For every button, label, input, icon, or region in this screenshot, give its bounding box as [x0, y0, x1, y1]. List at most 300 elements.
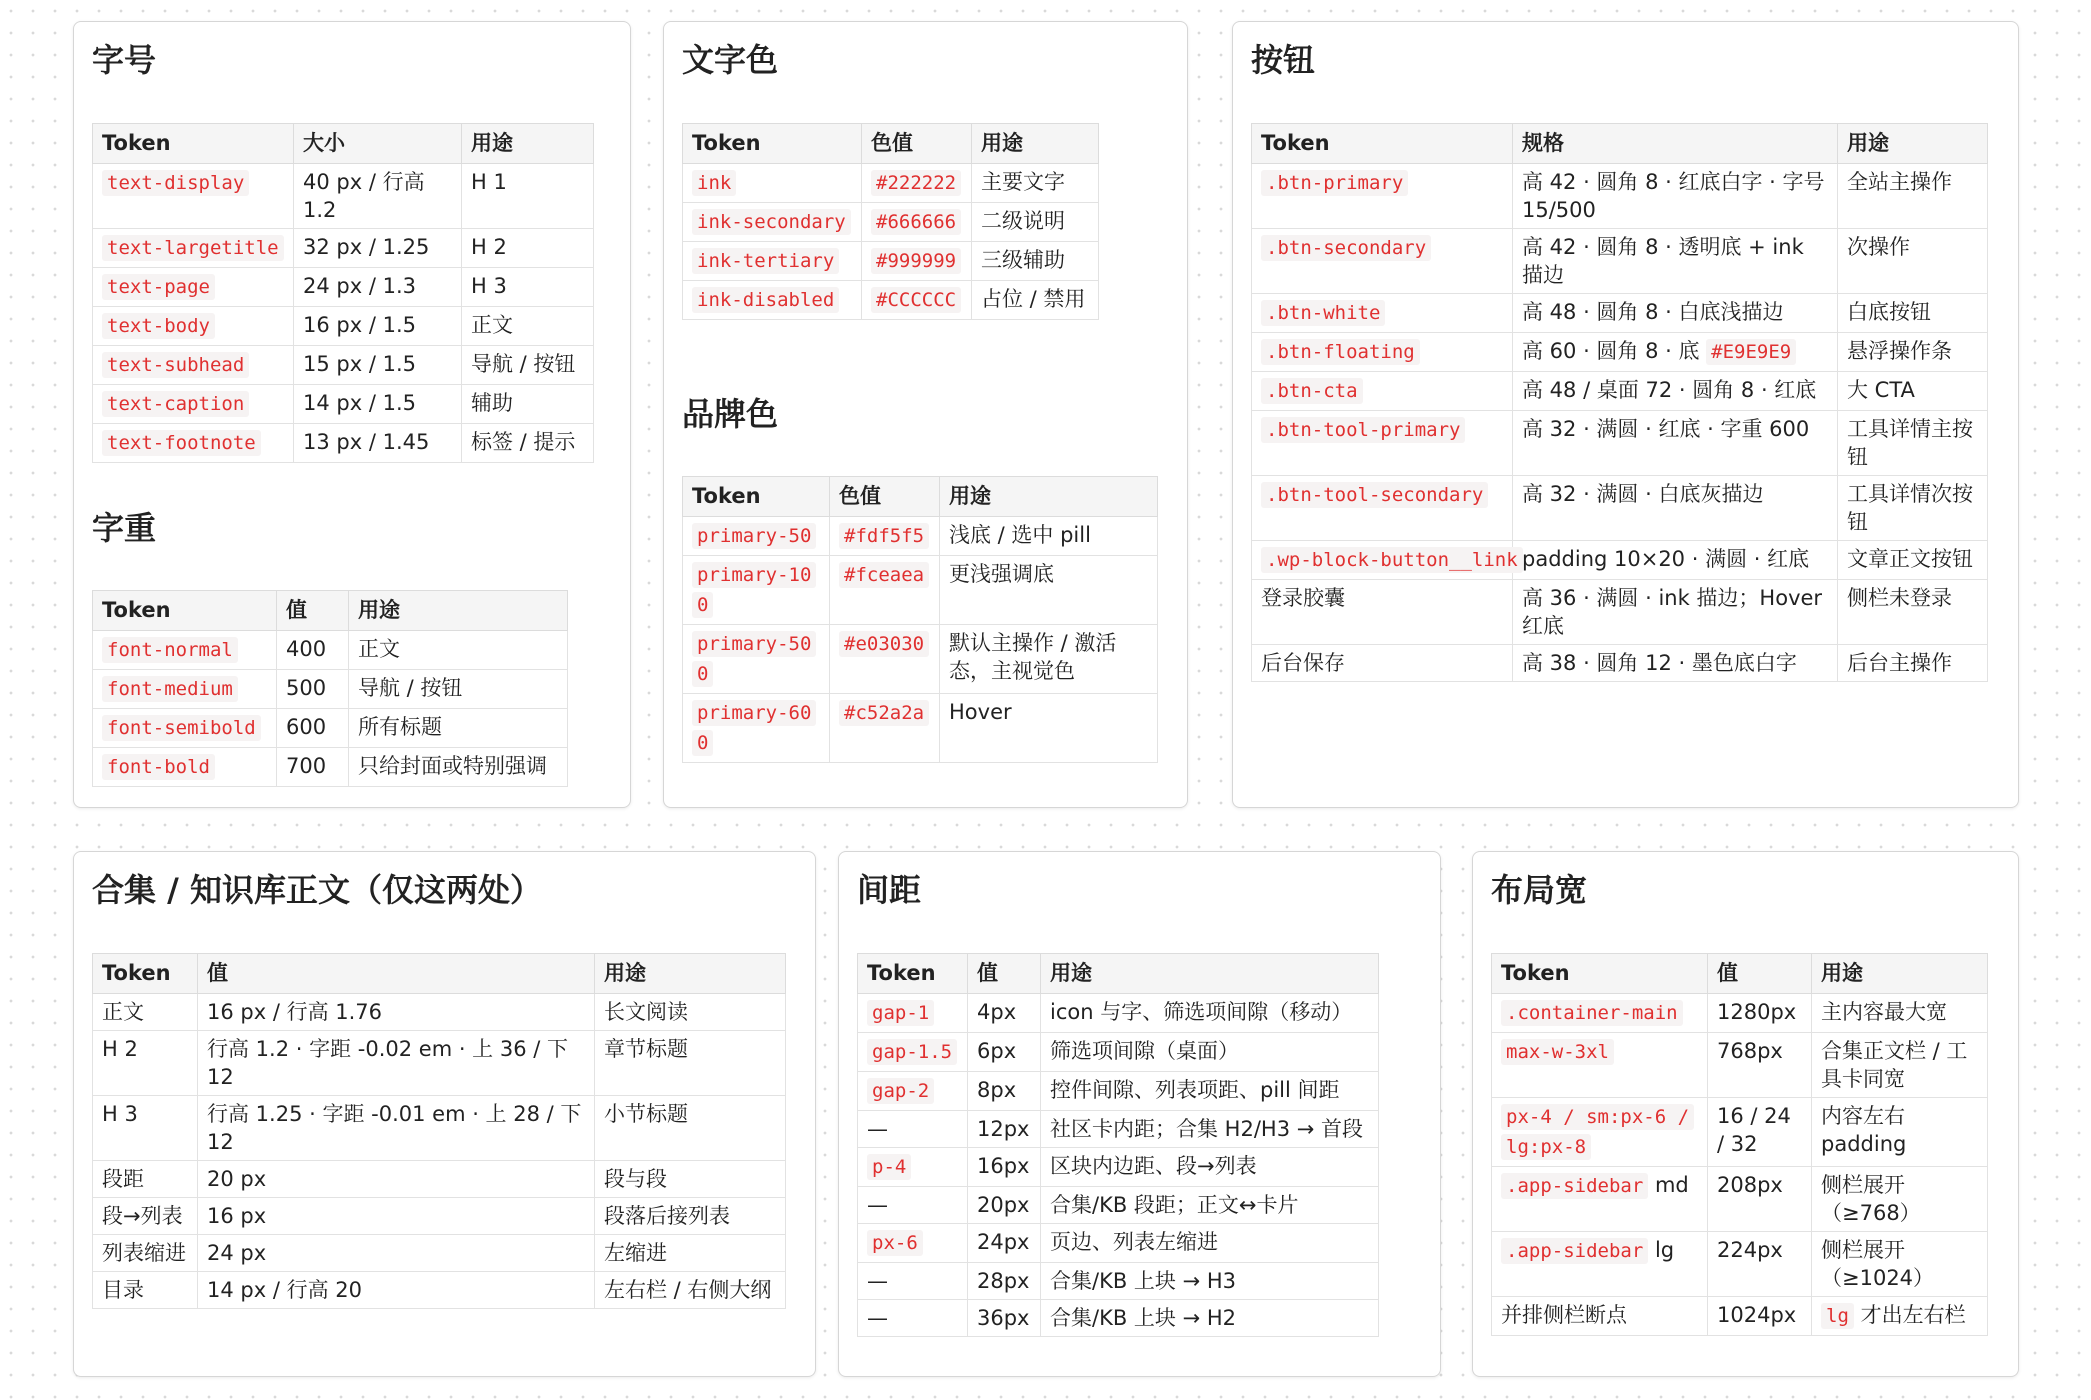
table-header-cell: 规格 — [1513, 124, 1838, 164]
table-cell: H 1 — [462, 164, 594, 229]
table-row — [858, 1033, 1379, 1072]
table-cell — [1492, 1167, 1708, 1232]
table-cell: 并排侧栏断点 — [1492, 1297, 1708, 1336]
table-cell — [1513, 229, 1838, 294]
table-header-cell: 用途 — [462, 124, 594, 164]
table-cell: 12px — [968, 1111, 1041, 1148]
table-header-cell: 用途 — [595, 954, 786, 994]
table-cell — [858, 1148, 968, 1187]
table-header-cell: 色值 — [862, 124, 972, 164]
token-code: #222222 — [871, 170, 961, 196]
token-code: font-semibold — [102, 715, 261, 741]
token-code: .container-main — [1501, 1000, 1683, 1026]
spec-text: 高 48 / 桌面 72 · 圆角 8 · 红底 — [1522, 378, 1817, 402]
table-cell: 小节标题 — [595, 1096, 786, 1161]
table-row — [1252, 411, 1988, 476]
table-row — [1252, 294, 1988, 333]
table-cell — [1252, 476, 1513, 541]
table-row — [683, 556, 1158, 625]
token-code: #c52a2a — [839, 700, 929, 726]
token-code: text-largetitle — [102, 235, 284, 261]
token-code: text-footnote — [102, 430, 261, 456]
table-cell: 筛选项间隙（桌面） — [1041, 1033, 1379, 1072]
table-row — [1492, 1098, 1988, 1167]
table-cell — [1812, 1033, 1988, 1098]
table-cell: 工具详情次按钮 — [1838, 476, 1988, 541]
table-cell: 224px — [1708, 1232, 1812, 1297]
table-header-cell: 用途 — [972, 124, 1099, 164]
table-row — [683, 281, 1099, 320]
table-text-color — [682, 123, 1099, 320]
section-title-spacing: 间距 — [857, 871, 922, 909]
table-cell: 工具详情主按钮 — [1838, 411, 1988, 476]
table-row — [93, 709, 568, 748]
table-row — [93, 229, 594, 268]
table-cell — [93, 164, 294, 229]
token-code: .app-sidebar — [1501, 1238, 1648, 1264]
table-cell: 二级说明 — [972, 203, 1099, 242]
table-cell: H 3 — [93, 1096, 198, 1161]
table-cell — [93, 670, 277, 709]
table-row — [93, 385, 594, 424]
table-row — [93, 307, 594, 346]
table-row — [683, 625, 1158, 694]
token-code: .btn-secondary — [1261, 235, 1431, 261]
table-cell — [93, 748, 277, 787]
token-suffix: lg — [1648, 1238, 1675, 1262]
table-row — [858, 1187, 1379, 1224]
table-row — [858, 1148, 1379, 1187]
table-cell: 登录胶囊 — [1252, 580, 1513, 645]
table-cell: 大 CTA — [1838, 372, 1988, 411]
card-layout-width — [1472, 851, 2019, 1377]
spec-text: 高 42 · 圆角 8 · 透明底 + ink 描边 — [1522, 235, 1804, 287]
table-font-weight — [92, 590, 568, 787]
table-cell: icon 与字、筛选项间隙（移动） — [1041, 994, 1379, 1033]
table-header-cell: 用途 — [1838, 124, 1988, 164]
token-code: px-4 / sm:px-6 / lg:px-8 — [1501, 1104, 1694, 1160]
table-cell — [1252, 411, 1513, 476]
table-cell: 左缩进 — [595, 1235, 786, 1272]
table-cell: 40 px / 行高 1.2 — [294, 164, 462, 229]
table-cell: 4px — [968, 994, 1041, 1033]
table-cell: 长文阅读 — [595, 994, 786, 1031]
table-cell: 白底按钮 — [1838, 294, 1988, 333]
table-row — [93, 1161, 786, 1198]
table-header-cell: Token — [683, 124, 862, 164]
table-cell: 正文 — [462, 307, 594, 346]
table-cell: 更浅强调底 — [940, 556, 1158, 625]
token-code: primary-50 — [692, 523, 816, 549]
table-cell — [1252, 333, 1513, 372]
table-row — [858, 1263, 1379, 1300]
table-cell — [830, 556, 940, 625]
table-cell — [93, 229, 294, 268]
table-cell: 16px — [968, 1148, 1041, 1187]
table-cell: 16 px / 行高 1.76 — [198, 994, 595, 1031]
token-code: px-6 — [867, 1230, 923, 1256]
table-cell — [1513, 372, 1838, 411]
table-cell — [1513, 294, 1838, 333]
table-cell — [830, 517, 940, 556]
table-cell — [862, 242, 972, 281]
table-cell: 正文 — [93, 994, 198, 1031]
table-cell: 三级辅助 — [972, 242, 1099, 281]
table-cell — [1513, 411, 1838, 476]
token-code: ink — [692, 170, 736, 196]
token-code: text-display — [102, 170, 249, 196]
table-cell — [862, 281, 972, 320]
token-code: #e03030 — [839, 631, 929, 657]
table-row — [858, 1111, 1379, 1148]
table-cell — [683, 694, 830, 763]
table-cell — [93, 268, 294, 307]
table-cell — [1492, 1033, 1708, 1098]
table-cell: 合集/KB 上块 → H3 — [1041, 1263, 1379, 1300]
table-cell: 后台主操作 — [1838, 645, 1988, 682]
token-code: max-w-3xl — [1501, 1039, 1614, 1065]
table-cell: 侧栏未登录 — [1838, 580, 1988, 645]
table-cell: 13 px / 1.45 — [294, 424, 462, 463]
table-cell: 16 px / 1.5 — [294, 307, 462, 346]
table-header-cell: Token — [93, 954, 198, 994]
table-cell: 区块内边距、段→列表 — [1041, 1148, 1379, 1187]
table-row — [93, 670, 568, 709]
table-cell: 段与段 — [595, 1161, 786, 1198]
table-cell — [1812, 1297, 1988, 1336]
table-row — [858, 1300, 1379, 1337]
table-cell: 控件间隙、列表项距、pill 间距 — [1041, 1072, 1379, 1111]
table-header-cell: 值 — [968, 954, 1041, 994]
table-header-cell: 色值 — [830, 477, 940, 517]
table-cell: 合集/KB 上块 → H2 — [1041, 1300, 1379, 1337]
table-cell: 次操作 — [1838, 229, 1988, 294]
token-code: .btn-tool-secondary — [1261, 482, 1488, 508]
table-cell — [1513, 541, 1838, 580]
table-header-cell: Token — [1492, 954, 1708, 994]
table-cell: 占位 / 禁用 — [972, 281, 1099, 320]
table-header-cell: 值 — [1708, 954, 1812, 994]
token-code: p-4 — [867, 1154, 911, 1180]
table-cell: 6px — [968, 1033, 1041, 1072]
token-code: #CCCCCC — [871, 287, 961, 313]
table-cell: 20px — [968, 1187, 1041, 1224]
use-text: 内容左右 padding — [1821, 1104, 1907, 1156]
use-text: 侧栏展开（≥768） — [1821, 1173, 1921, 1225]
table-cell: 文章正文按钮 — [1838, 541, 1988, 580]
table-cell — [1513, 333, 1838, 372]
token-code: gap-2 — [867, 1078, 934, 1104]
card-text-color — [663, 21, 1188, 808]
spec-text: padding 10×20 · 满圆 · 红底 — [1522, 547, 1810, 571]
table-row — [93, 164, 594, 229]
table-header-cell: Token — [93, 124, 294, 164]
table-spacing — [857, 953, 1379, 1337]
table-cell: 15 px / 1.5 — [294, 346, 462, 385]
table-cell: 正文 — [349, 631, 568, 670]
token-code: lg — [1821, 1303, 1854, 1329]
table-cell: 页边、列表左缩进 — [1041, 1224, 1379, 1263]
table-cell: H 2 — [462, 229, 594, 268]
table-cell: 28px — [968, 1263, 1041, 1300]
table-cell — [1252, 372, 1513, 411]
table-row — [858, 1224, 1379, 1263]
table-header-cell: Token — [93, 591, 277, 631]
spec-text: 高 36 · 满圆 · ink 描边；Hover 红底 — [1522, 586, 1823, 638]
table-cell: 列表缩进 — [93, 1235, 198, 1272]
table-header-cell: 值 — [198, 954, 595, 994]
table-header-cell: 用途 — [349, 591, 568, 631]
table-cell — [683, 242, 862, 281]
section-title-font-weight: 字重 — [92, 509, 157, 547]
table-cell — [858, 994, 968, 1033]
table-cell — [1513, 476, 1838, 541]
table-cell: 社区卡内距；合集 H2/H3 → 首段 — [1041, 1111, 1379, 1148]
table-cell: H 2 — [93, 1031, 198, 1096]
token-code: primary-600 — [692, 700, 816, 756]
table-brand-color — [682, 476, 1158, 763]
table-cell: 32 px / 1.25 — [294, 229, 462, 268]
table-cell — [683, 517, 830, 556]
table-layout-width — [1491, 953, 1988, 1336]
token-code: ink-disabled — [692, 287, 839, 313]
table-row — [683, 164, 1099, 203]
token-code: #fdf5f5 — [839, 523, 929, 549]
table-cell: 章节标题 — [595, 1031, 786, 1096]
spec-text: 高 38 · 圆角 12 · 墨色底白字 — [1522, 651, 1797, 675]
table-cell: 后台保存 — [1252, 645, 1513, 682]
table-cell — [1252, 541, 1518, 580]
table-row — [93, 748, 568, 787]
table-cell: H 3 — [462, 268, 594, 307]
token-code: .btn-white — [1261, 300, 1385, 326]
token-code: #fceaea — [839, 562, 929, 588]
table-cell: 600 — [277, 709, 349, 748]
token-code: text-subhead — [102, 352, 249, 378]
token-suffix: md — [1648, 1173, 1689, 1197]
table-cell — [1492, 994, 1708, 1033]
table-cell — [93, 346, 294, 385]
table-row — [683, 517, 1158, 556]
section-title-layout-width: 布局宽 — [1491, 871, 1588, 909]
table-row — [93, 1272, 786, 1309]
token-code: text-caption — [102, 391, 249, 417]
table-cell: 主要文字 — [972, 164, 1099, 203]
token-code: ink-secondary — [692, 209, 851, 235]
table-cell — [862, 164, 972, 203]
table-row — [683, 694, 1158, 763]
card-spacing — [838, 851, 1441, 1377]
table-row — [1492, 1297, 1988, 1336]
table-row — [1252, 333, 1988, 372]
table-cell: 导航 / 按钮 — [462, 346, 594, 385]
table-row — [93, 268, 594, 307]
table-cell: 默认主操作 / 激活态，主视觉色 — [940, 625, 1158, 694]
table-cell: — — [858, 1300, 968, 1337]
table-cell: 合集/KB 段距；正文↔卡片 — [1041, 1187, 1379, 1224]
table-row — [93, 631, 568, 670]
table-row — [93, 1031, 786, 1096]
token-code: #666666 — [871, 209, 961, 235]
table-cell — [1513, 645, 1838, 682]
table-cell: 导航 / 按钮 — [349, 670, 568, 709]
table-cell: 段距 — [93, 1161, 198, 1198]
table-cell: 16 / 24 / 32 — [1708, 1098, 1812, 1167]
table-header-cell: 用途 — [1041, 954, 1379, 994]
table-cell — [683, 203, 862, 242]
table-header-cell: Token — [1252, 124, 1513, 164]
table-row — [683, 203, 1099, 242]
section-title-font-size: 字号 — [92, 41, 157, 79]
card-font-size — [73, 21, 631, 808]
table-row — [1252, 645, 1988, 682]
token-code: gap-1 — [867, 1000, 934, 1026]
table-cell: 行高 1.2 · 字距 -0.02 em · 上 36 / 下 12 — [198, 1031, 595, 1096]
table-row — [1252, 372, 1988, 411]
table-cell — [1812, 1098, 1988, 1167]
table-cell: 8px — [968, 1072, 1041, 1111]
table-cell: 所有标题 — [349, 709, 568, 748]
table-cell: 目录 — [93, 1272, 198, 1309]
table-cell — [1252, 164, 1513, 229]
table-cell: 24 px / 1.3 — [294, 268, 462, 307]
table-collection — [92, 953, 786, 1309]
table-cell — [1252, 229, 1513, 294]
table-row — [93, 346, 594, 385]
table-cell: — — [858, 1111, 968, 1148]
table-font-size — [92, 123, 594, 463]
table-cell — [1513, 580, 1838, 645]
card-collection — [73, 851, 816, 1377]
table-header-cell: 用途 — [1812, 954, 1988, 994]
color-code: #E9E9E9 — [1706, 339, 1796, 365]
table-buttons — [1251, 123, 1988, 682]
use-text: 合集正文栏 / 工具卡同宽 — [1821, 1039, 1968, 1091]
spec-text: 高 42 · 圆角 8 · 红底白字 · 字号 15/500 — [1522, 170, 1825, 222]
table-row — [683, 242, 1099, 281]
table-cell: Hover — [940, 694, 1158, 763]
table-row — [1252, 164, 1988, 229]
section-title-brand-color: 品牌色 — [682, 395, 779, 433]
table-header-cell: 大小 — [294, 124, 462, 164]
section-title-buttons: 按钮 — [1251, 41, 1316, 79]
table-header-cell: 值 — [277, 591, 349, 631]
table-row — [858, 994, 1379, 1033]
token-code: text-body — [102, 313, 215, 339]
table-header-cell: Token — [683, 477, 830, 517]
table-cell — [93, 631, 277, 670]
table-row — [93, 1235, 786, 1272]
table-cell — [1492, 1232, 1708, 1297]
token-code: primary-100 — [692, 562, 816, 618]
table-cell: 左右栏 / 右侧大纲 — [595, 1272, 786, 1309]
use-text: 主内容最大宽 — [1821, 1000, 1947, 1024]
table-cell — [683, 556, 830, 625]
table-cell: 段落后接列表 — [595, 1198, 786, 1235]
spec-text: 高 32 · 满圆 · 红底 · 字重 600 — [1522, 417, 1810, 441]
table-cell: 36px — [968, 1300, 1041, 1337]
table-cell — [858, 1033, 968, 1072]
table-cell: 14 px / 行高 20 — [198, 1272, 595, 1309]
token-code: .wp-block-button__link — [1261, 547, 1523, 573]
table-cell — [683, 281, 862, 320]
table-cell — [93, 385, 294, 424]
table-cell: 208px — [1708, 1167, 1812, 1232]
spec-text: 高 32 · 满圆 · 白底灰描边 — [1522, 482, 1764, 506]
table-cell: 辅助 — [462, 385, 594, 424]
table-cell: 悬浮操作条 — [1838, 333, 1988, 372]
token-code: .btn-floating — [1261, 339, 1420, 365]
table-header-cell: Token — [858, 954, 968, 994]
table-cell: — — [858, 1263, 968, 1300]
token-code: .btn-tool-primary — [1261, 417, 1465, 443]
table-cell: 标签 / 提示 — [462, 424, 594, 463]
table-cell — [1812, 1232, 1988, 1297]
table-cell — [683, 625, 830, 694]
table-header-cell: 用途 — [940, 477, 1158, 517]
table-cell — [858, 1224, 968, 1263]
spec-text: 高 48 · 圆角 8 · 白底浅描边 — [1522, 300, 1784, 324]
table-cell — [1513, 164, 1838, 229]
use-text: 才出左右栏 — [1853, 1303, 1966, 1327]
table-cell — [830, 625, 940, 694]
token-code: .btn-primary — [1261, 170, 1408, 196]
table-row — [1492, 1167, 1988, 1232]
spec-text: 高 60 · 圆角 8 · 底 — [1522, 339, 1707, 363]
table-cell: — — [858, 1187, 968, 1224]
table-cell: 14 px / 1.5 — [294, 385, 462, 424]
table-cell — [1812, 994, 1988, 1033]
table-cell: 24 px — [198, 1235, 595, 1272]
table-cell — [683, 164, 862, 203]
table-row — [1252, 476, 1988, 541]
table-row — [1492, 1033, 1988, 1098]
table-row — [93, 1096, 786, 1161]
table-row — [1252, 229, 1988, 294]
table-row — [1492, 1232, 1988, 1297]
token-code: font-normal — [102, 637, 238, 663]
table-cell: 浅底 / 选中 pill — [940, 517, 1158, 556]
table-cell — [862, 203, 972, 242]
card-buttons — [1232, 21, 2019, 808]
table-cell — [858, 1072, 968, 1111]
table-cell — [93, 709, 277, 748]
table-row — [858, 1072, 1379, 1111]
table-cell: 16 px — [198, 1198, 595, 1235]
table-row — [1252, 541, 1988, 580]
token-code: gap-1.5 — [867, 1039, 957, 1065]
table-cell: 768px — [1708, 1033, 1812, 1098]
table-cell — [1812, 1167, 1988, 1232]
table-cell: 行高 1.25 · 字距 -0.01 em · 上 28 / 下 12 — [198, 1096, 595, 1161]
token-code: .btn-cta — [1261, 378, 1363, 404]
table-cell — [830, 694, 940, 763]
token-code: #999999 — [871, 248, 961, 274]
table-cell: 只给封面或特别强调 — [349, 748, 568, 787]
table-cell: 全站主操作 — [1838, 164, 1988, 229]
table-row — [93, 994, 786, 1031]
token-code: .app-sidebar — [1501, 1173, 1648, 1199]
table-cell: 700 — [277, 748, 349, 787]
table-cell: 400 — [277, 631, 349, 670]
table-row — [1252, 580, 1988, 645]
table-cell — [1492, 1098, 1708, 1167]
table-cell: 24px — [968, 1224, 1041, 1263]
token-code: font-bold — [102, 754, 215, 780]
token-code: primary-500 — [692, 631, 816, 687]
table-cell: 段→列表 — [93, 1198, 198, 1235]
table-row — [93, 1198, 786, 1235]
